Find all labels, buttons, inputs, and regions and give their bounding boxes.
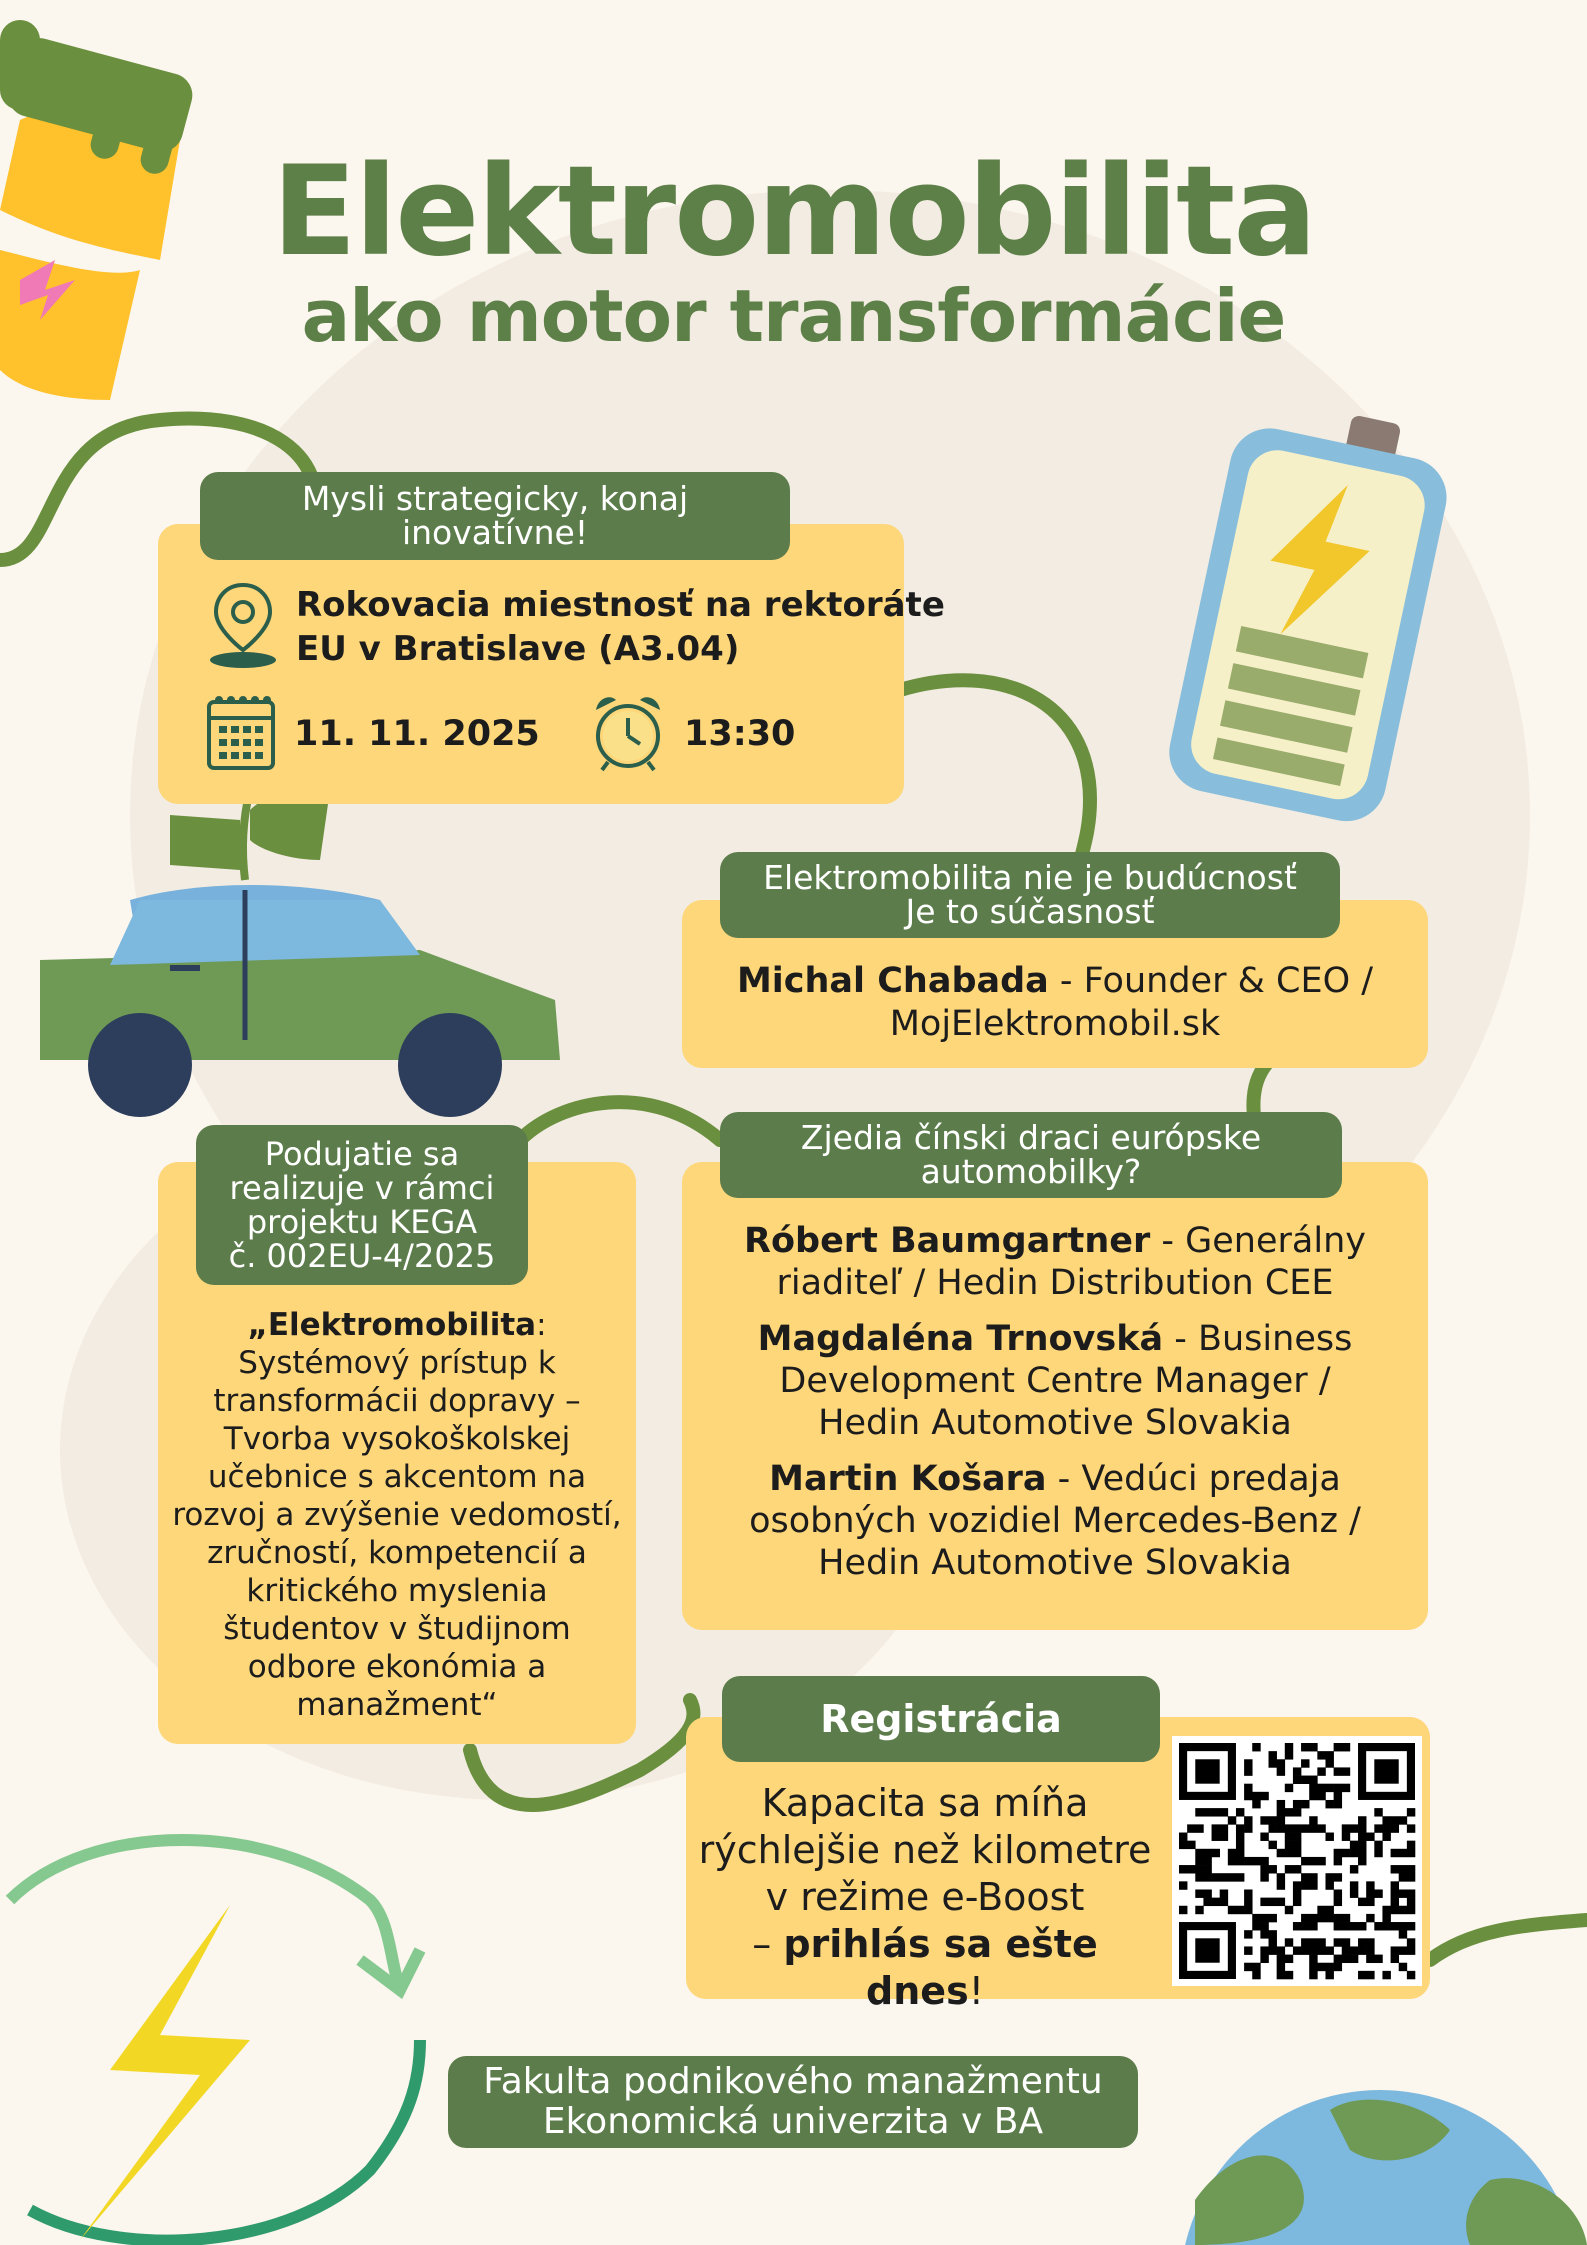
registration-heading-badge — [722, 1676, 1160, 1762]
location-line2: EU v Bratislave (A3.04) — [296, 629, 740, 669]
car-icon — [40, 788, 560, 1117]
speaker-role-line1: - Generálny — [1150, 1221, 1366, 1261]
project-quote-line: Systémový prístup k — [238, 1345, 556, 1381]
project-quote-line: kritického myslenia — [246, 1573, 548, 1609]
talk1-heading-line2: Je to súčasnosť — [905, 892, 1155, 931]
project-quote-line: manažment“ — [296, 1687, 498, 1723]
project-heading-badge — [196, 1125, 528, 1285]
registration-heading: Registrácia — [820, 1697, 1062, 1741]
event-heading-line1: Mysli strategicky, konaj — [301, 479, 689, 518]
talk1-speaker-role-line1: - Founder & CEO / — [1048, 961, 1374, 1001]
speaker-role-line2: riaditeľ / Hedin Distribution CEE — [776, 1263, 1334, 1303]
talk1-heading-line1: Elektromobilita nie je budúcnosť — [763, 858, 1297, 897]
registration-line4-suffix: ! — [968, 1969, 984, 2013]
speaker-role-line1: - Business — [1163, 1319, 1353, 1359]
calendar-icon — [205, 692, 277, 772]
talk2-heading-badge — [720, 1112, 1342, 1198]
speaker-role-line3: Hedin Automotive Slovakia — [818, 1403, 1292, 1443]
earth-icon — [1180, 2090, 1587, 2245]
speaker-name: Magdaléna Trnovská — [757, 1319, 1164, 1359]
project-quote-line: učebnice s akcentom na — [207, 1459, 587, 1495]
speaker-name: Martin Košara — [769, 1459, 1047, 1499]
registration-text — [690, 1780, 1160, 2015]
registration-line4-prefix: – — [752, 1922, 784, 1966]
footer-badge — [448, 2056, 1138, 2148]
talk1-speaker-role-line2: MojElektromobil.sk — [889, 1004, 1221, 1044]
project-quote-line: Tvorba vysokoškolskej — [223, 1421, 571, 1457]
page-title: Elektromobilita — [271, 140, 1315, 284]
project-quote-line: odbore ekonómia a — [247, 1649, 547, 1685]
location-pin-icon — [208, 580, 278, 670]
talk1-speaker — [682, 960, 1428, 1046]
registration-line3: v režime e-Boost — [765, 1875, 1085, 1919]
speaker-item — [682, 1318, 1428, 1444]
event-heading-badge — [200, 472, 790, 560]
talk1-speaker-name: Michal Chabada — [736, 961, 1049, 1001]
project-description — [158, 1306, 636, 1724]
project-heading-line: realizuje v rámci — [229, 1169, 495, 1207]
footer-faculty: Fakulta podnikového manažmentu — [483, 2061, 1103, 2102]
page-subtitle: ako motor transformácie — [301, 274, 1286, 358]
alarm-clock-icon — [588, 690, 668, 774]
project-quote-line: : — [536, 1307, 547, 1343]
project-quote-bold: „Elektromobilita — [247, 1307, 537, 1343]
project-quote-line: rozvoj a zvýšenie vedomostí, — [172, 1497, 622, 1533]
registration-cta: prihlás sa ešte dnes — [783, 1922, 1098, 2013]
speaker-item — [682, 1458, 1428, 1584]
speaker-role-line2: osobných vozidiel Mercedes-Benz / — [749, 1501, 1361, 1541]
project-heading-line: projektu KEGA — [246, 1203, 478, 1241]
talk2-heading-line2: automobilky? — [920, 1152, 1142, 1191]
speaker-item — [682, 1220, 1428, 1304]
talk2-speakers — [682, 1220, 1428, 1584]
footer-university: Ekonomická univerzita v BA — [542, 2101, 1044, 2142]
project-quote-line: transformácii dopravy – — [213, 1383, 581, 1419]
registration-line1: Kapacita sa míňa — [761, 1781, 1089, 1825]
talk2-heading-line1: Zjedia čínski draci európske — [800, 1118, 1262, 1157]
speaker-name: Róbert Baumgartner — [744, 1221, 1151, 1261]
project-quote-line: študentov v študijnom — [223, 1611, 571, 1647]
location-line1: Rokovacia miestnosť na rektoráte — [296, 585, 945, 625]
project-quote-line: zručností, kompetencií a — [207, 1535, 587, 1571]
talk1-heading-badge — [720, 852, 1340, 938]
speaker-role-line2: Development Centre Manager / — [779, 1361, 1331, 1401]
registration-line2: rýchlejšie než kilometre — [698, 1828, 1152, 1872]
event-heading-line2: inovatívne! — [401, 513, 589, 552]
event-time: 13:30 — [684, 714, 796, 754]
event-date: 11. 11. 2025 — [294, 714, 540, 754]
project-heading-line: č. 002EU-4/2025 — [228, 1237, 496, 1275]
recycle-energy-icon — [10, 1840, 420, 2241]
battery-icon — [1162, 392, 1460, 829]
qr-code-icon[interactable] — [1172, 1736, 1422, 1986]
speaker-role-line1: - Vedúci predaja — [1046, 1459, 1341, 1499]
project-heading-line: Podujatie sa — [264, 1135, 460, 1173]
speaker-role-line3: Hedin Automotive Slovakia — [818, 1543, 1292, 1583]
